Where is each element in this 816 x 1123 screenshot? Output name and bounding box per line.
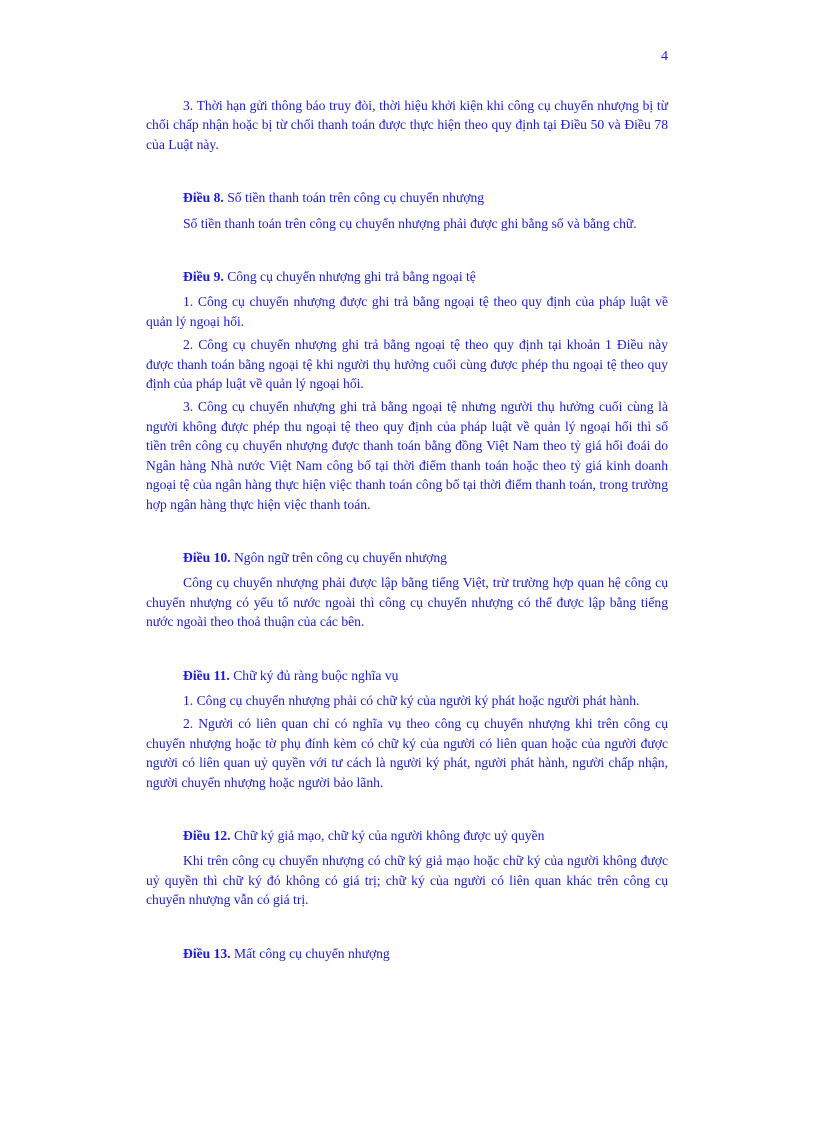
article-title: Công cụ chuyển nhượng ghi trả bằng ngoại tệ [227, 269, 476, 285]
article-number: Điều 13. [183, 945, 231, 961]
paragraph: Khi trên công cụ chuyển nhượng có chữ ký giả mạo hoặc chữ ký của người không được uỷ quyền thì chữ ký đó không có giá trị; chữ ký của người có liên quan khác trên công cụ chuyển nhượng vẫn có giá trị. [146, 853, 668, 908]
article-8 [146, 188, 668, 207]
article-title: Chữ ký đủ ràng buộc nghĩa vụ [233, 667, 399, 683]
article-10 [146, 548, 668, 567]
paragraph: 2. Người có liên quan chỉ có nghĩa vụ theo công cụ chuyển nhượng khi trên công cụ chuyển nhượng hoặc tờ phụ đính kèm có chữ ký của người có liên quan hoặc của người được người có liên quan uỷ quyền với tư cách là người ký phát, người phát hành, người chấp nhận, người chuyển nhượng hoặc người bảo lãnh. [146, 716, 668, 790]
article-9 [146, 267, 668, 286]
article-heading [146, 188, 668, 207]
article-number: Điều 11. [183, 667, 230, 683]
paragraph: 1. Công cụ chuyển nhượng được ghi trả bằng ngoại tệ theo quy định của pháp luật về quản lý ngoại hối. [146, 294, 668, 329]
paragraph: Công cụ chuyển nhượng phải được lập bằng tiếng Việt, trừ trường hợp quan hệ công cụ chuyển nhượng có yếu tố nước ngoài thì công cụ chuyển nhượng có thể được lập bằng tiếng nước ngoài theo thoả thuận của các bên. [146, 575, 668, 630]
article-heading [146, 826, 668, 845]
article-number: Điều 9. [183, 269, 224, 285]
article-11 [146, 666, 668, 685]
paragraph: 3. Công cụ chuyển nhượng ghi trả bằng ngoại tệ nhưng người thụ hưởng cuối cùng là người không được phép thu ngoại tệ theo quy định của pháp luật về quản lý ngoại hối thì số tiền trên công cụ chuyển nhượng được thanh toán bằng đồng Việt Nam theo tỷ giá hối đoái do Ngân hàng Nhà nước Việt Nam công bố tại thời điểm thanh toán hoặc theo tỷ giá kinh doanh ngoại tệ của ngân hàng thực hiện việc thanh toán công bố tại thời điểm thanh toán, trong trường hợp ngân hàng thực hiện việc thanh toán. [146, 399, 668, 512]
article-heading [146, 944, 668, 963]
article-title: Số tiền thanh toán trên công cụ chuyển nhượng [227, 190, 485, 206]
article-13 [146, 944, 668, 963]
page-number: 4 [661, 49, 668, 64]
article-heading [146, 666, 668, 685]
paragraph: 3. Thời hạn gửi thông báo truy đòi, thời hiệu khởi kiện khi công cụ chuyển nhượng bị từ chối chấp nhận hoặc bị từ chối thanh toán được thực hiện theo quy định tại Điều 50 và Điều 78 của Luật này. [146, 98, 668, 152]
paragraph: Số tiền thanh toán trên công cụ chuyển nhượng phải được ghi bằng số và bằng chữ. [183, 215, 637, 231]
article-title: Mất công cụ chuyển nhượng [233, 945, 390, 961]
article-heading [146, 267, 668, 286]
paragraph: 1. Công cụ chuyển nhượng phải có chữ ký của người ký phát hoặc người phát hành. [183, 692, 640, 708]
article-title: Ngôn ngữ trên công cụ chuyển nhượng [233, 549, 447, 565]
article-title: Chữ ký giả mạo, chữ ký của người không được uỷ quyền [233, 827, 545, 843]
article-12 [146, 826, 668, 845]
article-number: Điều 12. [183, 827, 231, 843]
document-body [146, 96, 668, 969]
article-number: Điều 8. [183, 190, 224, 206]
paragraph: 2. Công cụ chuyển nhượng ghi trả bằng ngoại tệ theo quy định tại khoản 1 Điều này được thanh toán bằng ngoại tệ khi người thụ hưởng cuối cùng được phép thu ngoại tệ theo quy định của pháp luật về quản lý ngoại hối. [146, 337, 668, 392]
article-heading [146, 548, 668, 567]
article-number: Điều 10. [183, 549, 231, 565]
